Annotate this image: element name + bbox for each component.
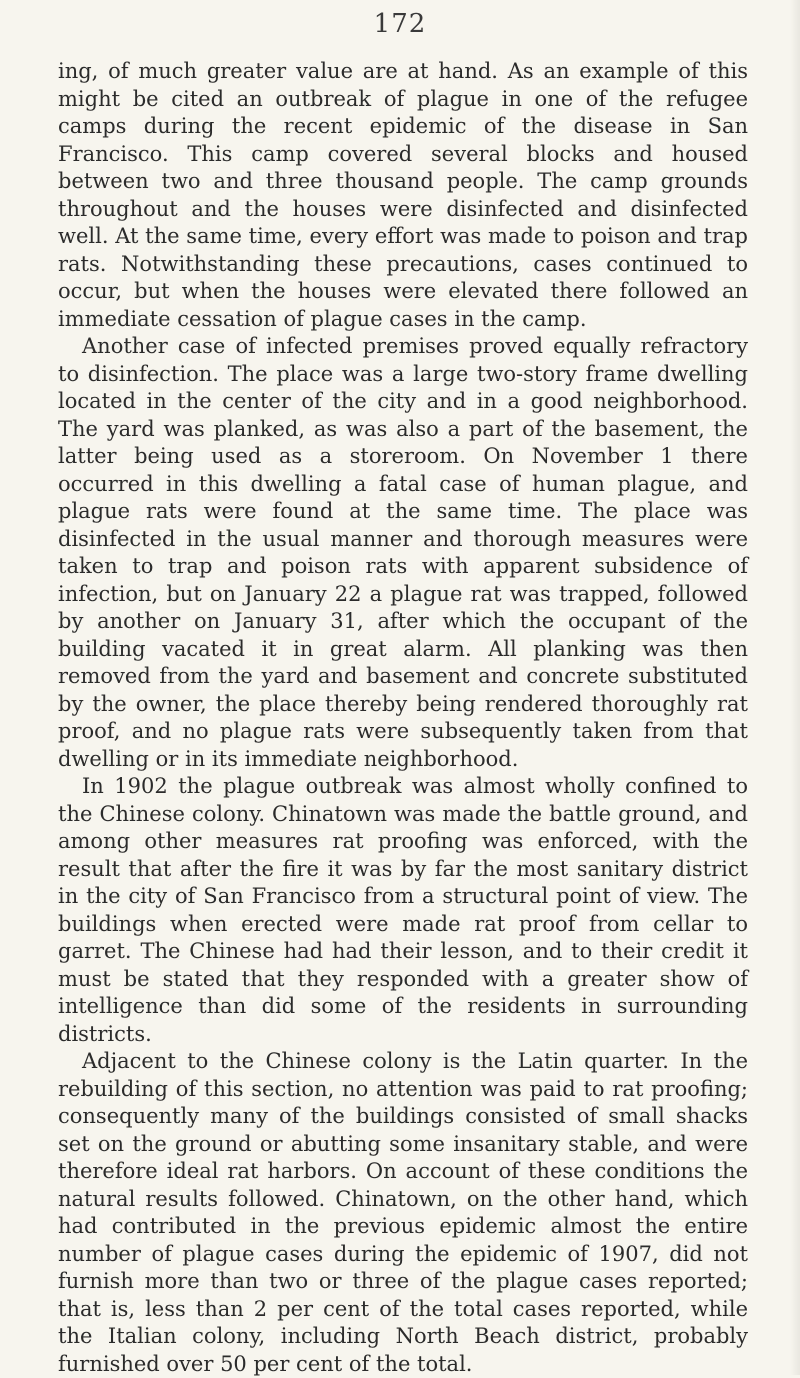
page-edge-shadow xyxy=(790,0,800,1375)
paragraph-4: Adjacent to the Chinese colony is the Latin quarter. In the rebuilding of this section, no attention was paid to rat proofing; consequently many of the buildings consisted of small shacks set on the ground or abutting some insanitary stable, and were therefore ideal rat harbors. On account of these conditions the natural results followed. Chinatown, on the other hand, which had contributed in the previous epidemic almost the entire number of plague cases during the epidemic of 1907, did not furnish more than two or three of the plague cases reported; that is, less than 2 per cent of the total cases reported, while the Italian colony, including North Beach district, probably furnished over 50 per cent of the total. xyxy=(58,1049,748,1376)
paragraph-3: In 1902 the plague outbreak was almost wholly confined to the Chinese colony. Chinatown was made the battle ground, and among other measures rat proofing was enforced, with the result that after the fire it was by far the most sanitary district in the city of San Francisco from a structural point of view. The buildings when erected were made rat proof from cellar to garret. The Chinese had had their lesson, and to their credit it must be stated that they responded with a greater show of intelligence than did some of the residents in surrounding districts. xyxy=(58,774,748,1046)
body-text xyxy=(58,58,748,1378)
paragraph-2: Another case of infected premises proved equally refractory to disinfection. The place was a large two-story frame dwelling located in the center of the city and in a good neighborhood. The yard was planked, as was also a part of the basement, the latter being used as a storeroom. On November 1 there occurred in this dwelling a fatal case of human plague, and plague rats were found at the same time. The place was disinfected in the usual manner and thorough measures were taken to trap and poison rats with apparent subsidence of infection, but on January 22 a plague rat was trapped, followed by another on January 31, after which the occupant of the building vacated it in great alarm. All planking was then removed from the yard and basement and concrete substituted by the owner, the place thereby being rendered thoroughly rat proof, and no plague rats were subsequently taken from that dwelling or in its immediate neighborhood. xyxy=(58,334,748,771)
page-number: 172 xyxy=(373,9,427,39)
paragraph-1: ing, of much greater value are at hand. As an example of this might be cited an outbreak of plague in one of the refugee camps during the recent epidemic of the disease in San Francisco. This camp covered several blocks and housed between two and three thousand people. The camp grounds throughout and the houses were disinfected and disinfected well. At the same time, every effort was made to poison and trap rats. Notwithstanding these precautions, cases continued to occur, but when the houses were elevated there followed an immediate cessation of plague cases in the camp. xyxy=(58,59,748,331)
